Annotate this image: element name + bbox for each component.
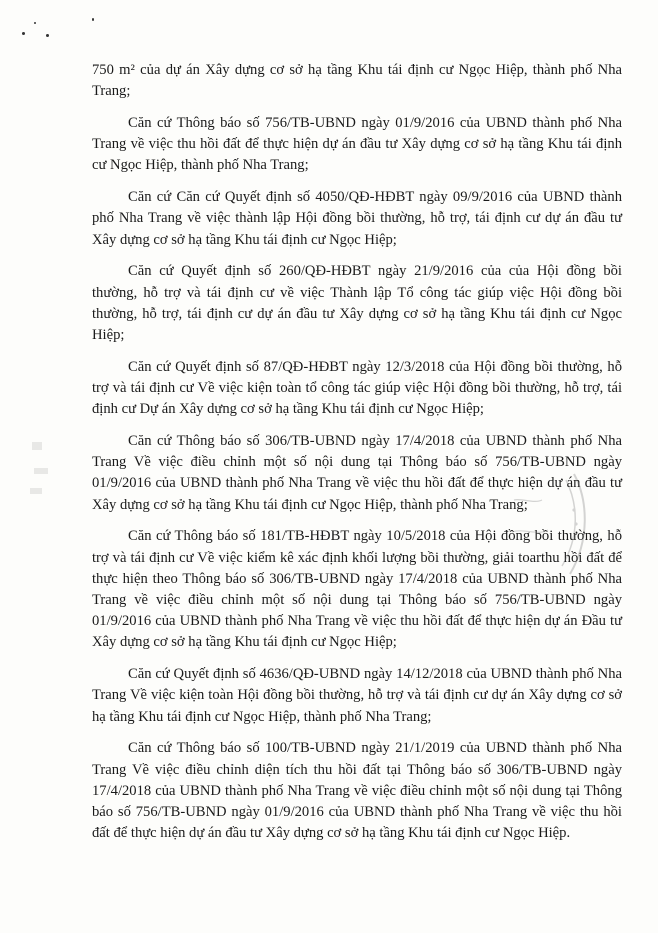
document-body (92, 60, 622, 855)
paragraph-legal-basis: Căn cứ Quyết định số 4636/QĐ-UBND ngày 14/12/2018 của UBND thành phố Nha Trang Về việc kiện toàn Hội đồng bồi thường, hỗ trợ và tái định cư dự án Xây dựng cơ sở hạ tầng Khu tái định cư Ngọc Hiệp, thành phố Nha Trang; (92, 666, 622, 725)
paragraph-continuation: 750 m² của dự án Xây dựng cơ sở hạ tầng Khu tái định cư Ngọc Hiệp, thành phố Nha Trang; (92, 62, 622, 100)
paragraph-legal-basis: Căn cứ Thông báo số 181/TB-HĐBT ngày 10/5/2018 của Hội đồng bồi thường, hỗ trợ và tái định cư Về việc kiểm kê xác định khối lượng bồi thường, giải toarthu hồi đất để thực hiện theo Thông báo số 306/TB-UBND ngày 17/4/2018 của UBND thành phố Nha Trang về việc điều chỉnh một số nội dung tại Thông báo số 756/TB-UBND ngày 01/9/2016 của UBND thành phố Nha Trang về việc thu hồi đất để thực hiện dự án Đầu tư Xây dựng cơ sở hạ tầng Khu tái định cư Ngọc Hiệp; (92, 528, 622, 651)
speck-dot (46, 34, 49, 37)
paragraph-legal-basis: Căn cứ Quyết định số 87/QĐ-HĐBT ngày 12/3/2018 của Hội đồng bồi thường, hỗ trợ và tái định cư Về việc kiện toàn tổ công tác giúp việc Hội đồng bồi thường, hỗ trợ, tái định cư Dự án Xây dựng cơ sở hạ tầng Khu tái định cư Ngọc Hiệp; (92, 358, 622, 418)
speck-dot (22, 32, 25, 35)
scan-shadow-mark (28, 440, 58, 500)
faded-stamp-seal (504, 470, 590, 580)
paragraph-legal-basis: Căn cứ Quyết định số 260/QĐ-HĐBT ngày 21/9/2016 của của Hội đồng bồi thường, hỗ trợ và tái định cư về việc Thành lập Tổ công tác giúp việc Hội đồng bồi thường, hỗ trợ, tái định cư dự án đầu tư Xây dựng cơ sở hạ tầng Khu tái định cư Ngọc Hiệp; (92, 263, 622, 344)
speck-dot (92, 18, 94, 21)
scan-specks (22, 18, 102, 48)
speck-dot (34, 22, 36, 24)
paragraph-legal-basis: Căn cứ Thông báo số 756/TB-UBND ngày 01/9/2016 của UBND thành phố Nha Trang về việc thu hồi đất để thực hiện dự án đầu tư Xây dựng cơ sở hạ tầng Khu tái định cư Ngọc Hiệp, thành phố Nha Trang; (92, 115, 622, 174)
paragraph-legal-basis: Căn cứ Thông báo số 306/TB-UBND ngày 17/4/2018 của UBND thành phố Nha Trang Về việc điều chỉnh một số nội dung tại Thông báo số 756/TB-UBND ngày 01/9/2016 của UBND thành phố Nha Trang về việc thu hồi đất để thực hiện dự án đầu tư Xây dựng cơ sở hạ tầng Khu tái định cư Ngọc Hiệp, thành phố Nha Trang; (92, 433, 622, 513)
paragraph-legal-basis: Căn cứ Thông báo số 100/TB-UBND ngày 21/1/2019 của UBND thành phố Nha Trang Về việc điều chỉnh diện tích thu hồi đất tại Thông báo số 306/TB-UBND ngày 17/4/2018 của UBND thành phố Nha Trang về việc điều chỉnh một số nội dung tại Thông báo số 756/TB-UBND ngày 01/9/2016 của UBND thành phố Nha Trang về việc thu hồi đất để thực hiện dự án đầu tư Xây dựng cơ sở hạ tầng Khu tái định cư Ngọc Hiệp. (92, 740, 622, 842)
paragraph-legal-basis: Căn cứ Căn cứ Quyết định số 4050/QĐ-HĐBT ngày 09/9/2016 của UBND thành phố Nha Trang về việc thành lập Hội đồng bồi thường, hỗ trợ, tái định cư dự án đầu tư Xây dựng cơ sở hạ tầng Khu tái định cư Ngọc Hiệp; (92, 189, 622, 248)
